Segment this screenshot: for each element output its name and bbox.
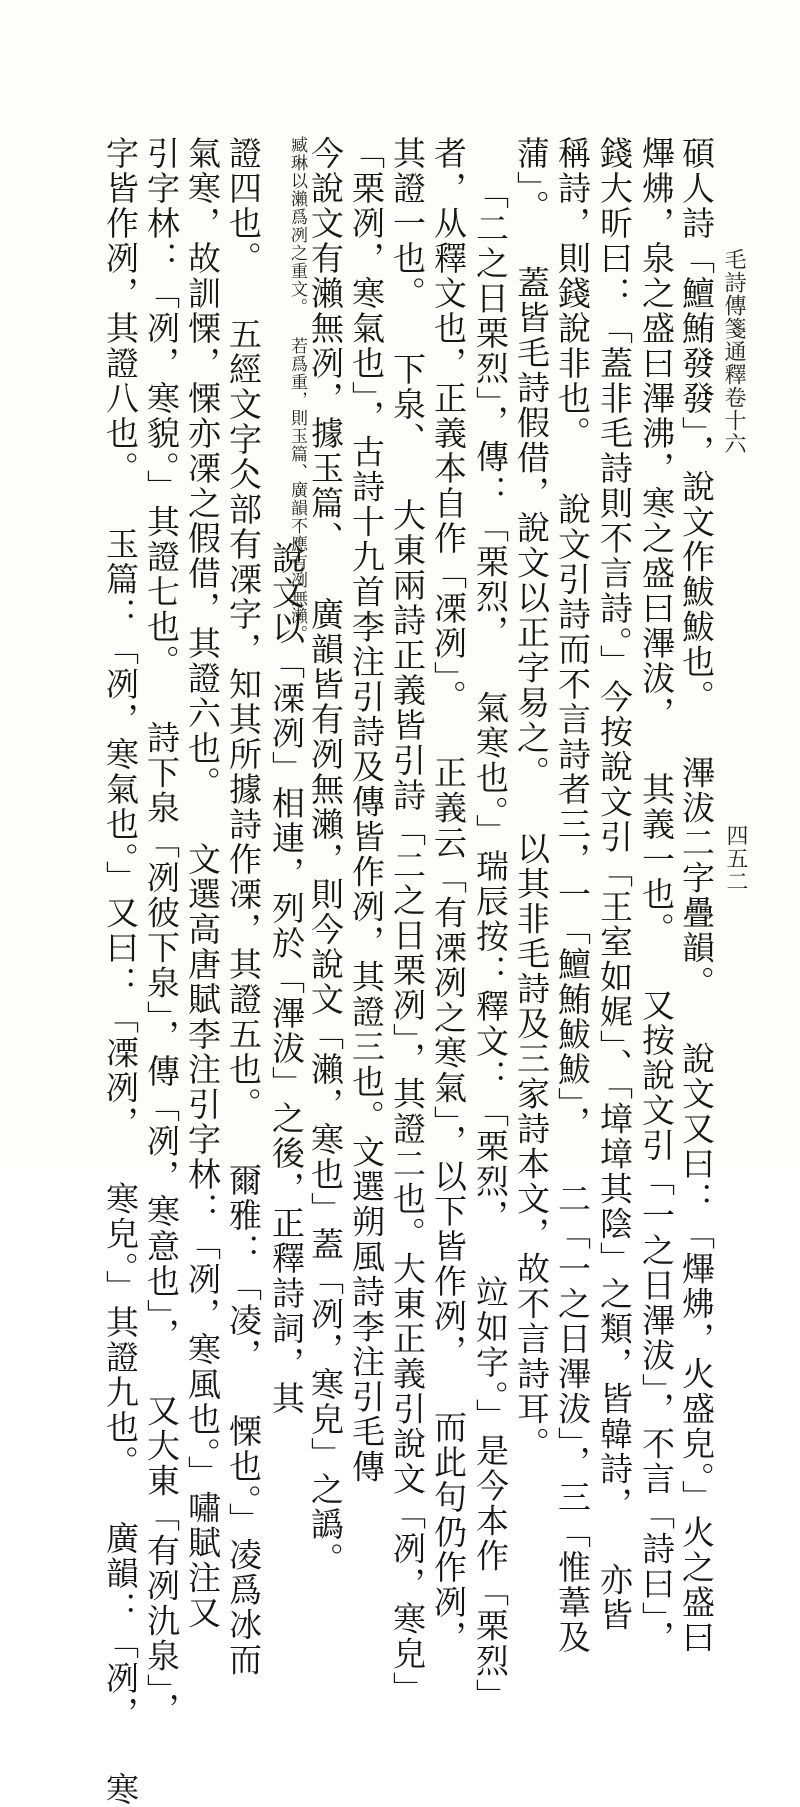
- text-column: 蒲」。 蓋皆毛詩假借，說文以正字易之。 以其非毛詩及三家詩本文，故不言詩耳。: [512, 136, 551, 1462]
- text-column: 熚炥，泉之盛曰滭沸，寒之盛曰滭沷， 其義一也。 又按說文引「一之日滭沷」，不言「詩曰」，: [637, 136, 676, 1655]
- page-number: 四五二: [723, 824, 748, 893]
- text-column: 氣寒，故訓慄，慄亦凓之假借，其證六也。 文選高唐賦李注引字林：「冽，寒風也。」嘯賦注又: [183, 136, 222, 1631]
- text-column: 稱詩，則錢說非也。 說文引詩而不言詩者三，一「鱣鮪鮁鮁」， 二「一之日滭沷」，三「惟葦及: [553, 136, 592, 1655]
- commentary-column: 臧琳以瀨爲冽之重文。 若爲重，則玉篇、廣韻不應有冽無瀨。: [287, 136, 307, 643]
- text-column: 者，从釋文也，正義本自作「凓冽」。 正義云「有凓冽之寒氣」，以下皆作冽， 而此句仍作冽，: [429, 136, 468, 1655]
- running-title: 毛詩傳箋通釋卷十六: [721, 248, 746, 455]
- text-column: 今說文有瀨無冽，據玉篇、 廣韻皆有冽無瀨，則今說文「瀨，寒也」蓋「冽，寒皃」之譌。: [306, 136, 345, 1577]
- text-column: 「栗冽，寒氣也」，古詩十九首李注引詩及傳皆作冽，其證三也。文選朔風詩李注引毛傳: [347, 136, 386, 1485]
- text-column: 碩人詩「鱣鮪發發」，說文作鮁鮁也。 滭沷二字疊韻。 說文又曰：「熚炥，火盛皃。」火之盛曰: [677, 136, 716, 1655]
- text-column: 引字林：「冽，寒貌。」其證七也。 詩下泉「冽彼下泉」，傳「冽，寒意也」， 又大東「有冽氿泉」，: [142, 136, 181, 1727]
- text-column: 其證一也。 下泉、 大東兩詩正義皆引詩「二之日栗冽」，其證二也。大東正義引說文「冽，寒皃」: [388, 136, 427, 1707]
- text-column: 字皆作冽，其證八也。 玉篇：「冽，寒氣也。」又曰：「凓冽， 寒皃。」其證九也。 廣韻：「冽， 寒: [101, 136, 140, 1807]
- text-column: 「二之日栗烈」，傳：「栗烈， 氣寒也。」瑞辰按：釋文：「栗烈， 竝如字。」是今本作「栗烈」: [471, 176, 510, 1714]
- text-column: 錢大昕曰：「蓋非毛詩則不言詩。」今按說文引「王室如娓」、「墇墇其陰」之類，皆韓詩， 亦皆: [595, 136, 634, 1633]
- text-column: 說文以「凓冽」相連，列於「滭沷」之後，正釋詩詞，其: [267, 541, 306, 1416]
- text-column: 證四也。 五經文字仌部有凓字，知其所據詩作凓，其證五也。 爾雅：「凌， 慄也。」凌爲冰而: [224, 136, 263, 1678]
